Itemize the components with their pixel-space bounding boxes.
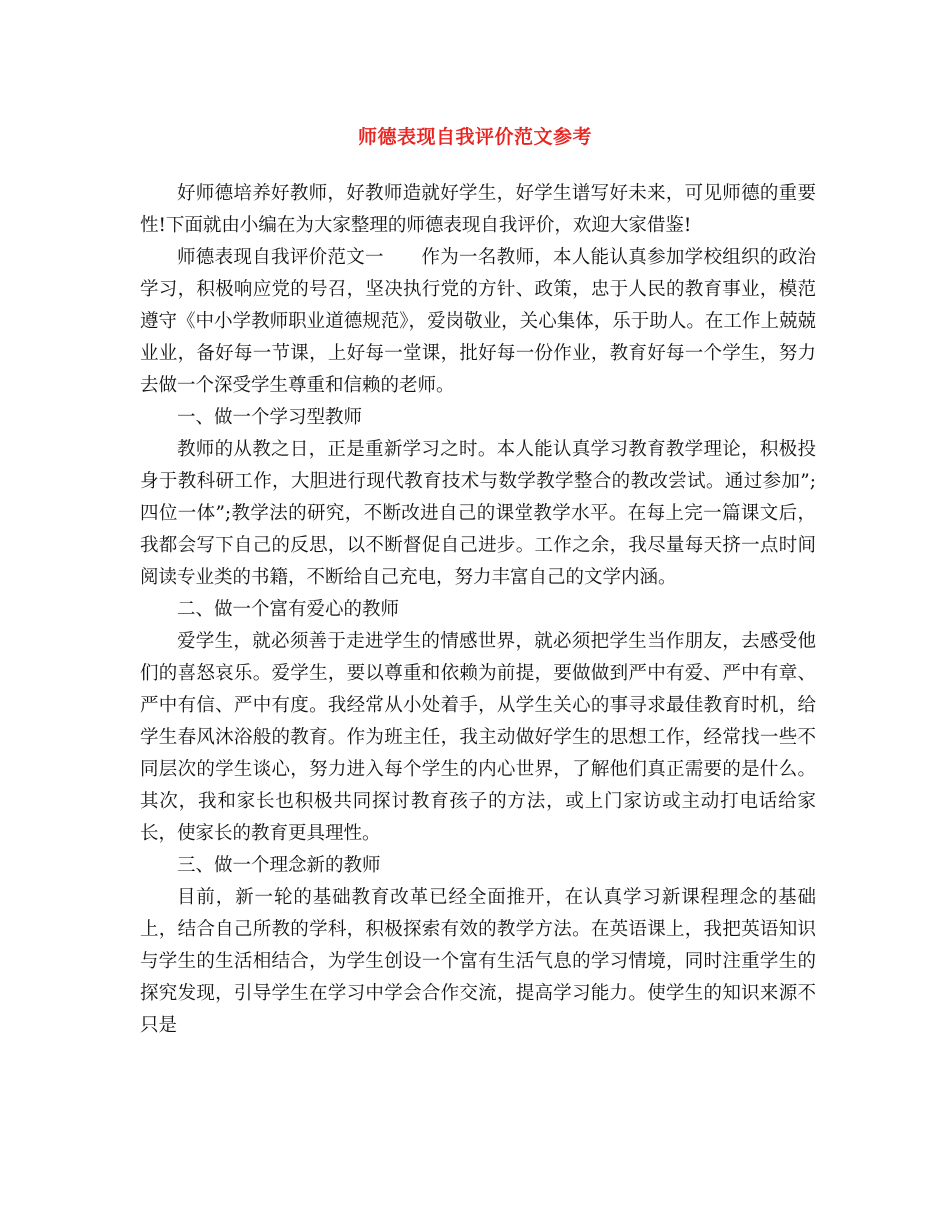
section-heading-learning: 一、做一个学习型教师 (177, 407, 363, 428)
section-heading-new-ideas: 三、做一个理念新的教师 (177, 855, 381, 876)
sample-one-paragraph: 师德表现自我评价范文一 作为一名教师，本人能认真参加学校组织的政治学习，积极响应党的号召，坚决执行党的方针、政策，忠于人民的教育事业，模范遵守《中小学教师职业道德规范》，爱岗敬业，关心集体，乐于助人。在工作上兢兢业业，备好每一节课，上好每一堂课，批好每一份作业，教育好每一个学生，努力去做一个深受学生尊重和信赖的老师。 (140, 247, 816, 396)
section-heading-caring: 二、做一个富有爱心的教师 (177, 599, 400, 620)
intro-paragraph: 好师德培养好教师，好教师造就好学生，好学生谱写好未来，可见师德的重要性!下面就由小编在为大家整理的师德表现自我评价，欢迎大家借鉴! (140, 183, 816, 236)
document-title: 师德表现自我评价范文参考 (357, 126, 592, 148)
document-body (140, 178, 816, 1042)
caring-paragraph: 爱学生，就必须善于走进学生的情感世界，就必须把学生当作朋友，去感受他们的喜怒哀乐。爱学生，要以尊重和依赖为前提，要做做到严中有爱、严中有章、严中有信、严中有度。我经常从小处着手，从学生关心的事寻求最佳教育时机，给学生春风沐浴般的教育。作为班主任，我主动做好学生的思想工作，经常找一些不同层次的学生谈心，努力进入每个学生的内心世界，了解他们真正需要的是什么。其次，我和家长也积极共同探讨教育孩子的方法，或上门家访或主动打电话给家长，使家长的教育更具理性。 (140, 631, 816, 844)
new-ideas-paragraph: 目前，新一轮的基础教育改革已经全面推开，在认真学习新课程理念的基础上，结合自己所教的学科，积极探索有效的教学方法。在英语课上，我把英语知识与学生的生活相结合，为学生创设一个富有生活气息的学习情境，同时注重学生的探究发现，引导学生在学习中学会合作交流，提高学习能力。使学生的知识来源不只是 (140, 887, 816, 1036)
learning-paragraph: 教师的从教之日，正是重新学习之时。本人能认真学习教育教学理论，积极投身于教科研工作，大胆进行现代教育技术与数学教学整合的教改尝试。通过参加”;四位一体”;教学法的研究，不断改进自己的课堂教学水平。在每上完一篇课文后，我都会写下自己的反思，以不断督促自己进步。工作之余，我尽量每天挤一点时间阅读专业类的书籍，不断给自己充电，努力丰富自己的文学内涵。 (140, 439, 816, 588)
